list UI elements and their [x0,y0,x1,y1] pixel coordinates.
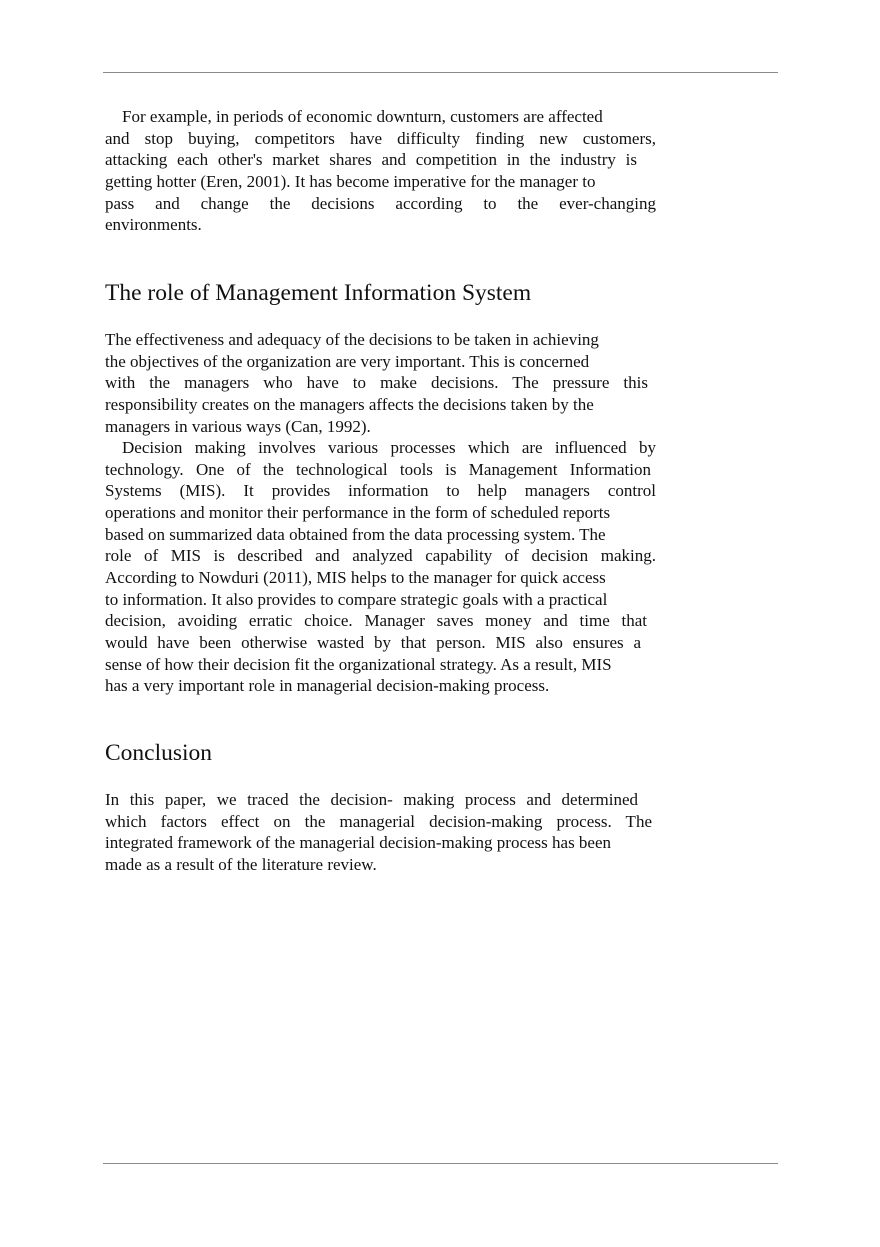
text-line: attacking each other's market shares and competition in the industry is [105,150,637,170]
text-line: sense of how their decision fit the organizational strategy. As a result, MIS [105,654,612,674]
text-line: role of MIS is described and analyzed capability of decision making. [105,546,656,566]
section-heading-conclusion: Conclusion [105,740,213,766]
text-line: In this paper, we traced the decision- making process and determined [105,790,638,809]
text-line: pass and change the decisions according to the ever-changing [105,193,656,213]
text-line: integrated framework of the managerial decision-making process has been [105,833,612,853]
text-line: getting hotter (Eren, 2001). It has become imperative for the manager to [105,171,596,191]
text-line: made as a result of the literature review. [105,854,377,874]
text-line: to information. It also provides to compare strategic goals with a practical [105,589,608,609]
text-line: technology. One of the technological tools is Management Information [105,459,651,479]
text-line: decision, avoiding erratic choice. Manager saves money and time that [105,611,647,631]
text-line: The effectiveness and adequacy of the decisions to be taken in achieving [105,330,599,349]
text-line: with the managers who have to make decisions. The pressure this [105,373,648,393]
text-line: For example, in periods of economic downturn, customers are affected [122,107,603,126]
text-line: Decision making involves various processes which are influenced by [122,438,656,458]
section-heading-mis: The role of Management Information System [105,280,532,306]
paragraph-economic-downturn [105,106,656,236]
text-line: operations and monitor their performance in the form of scheduled reports [105,503,611,523]
text-line: based on summarized data obtained from the data processing system. The [105,524,606,544]
text-line: and stop buying, competitors have difficulty finding new customers, [105,128,656,148]
paragraph-conclusion [105,789,656,876]
header-rule [103,72,778,73]
text-line: would have been otherwise wasted by that person. MIS also ensures a [105,632,641,652]
text-line: has a very important role in managerial decision-making process. [105,676,550,696]
paragraph-mis [105,329,656,697]
text-line: the objectives of the organization are very important. This is concerned [105,351,590,371]
text-line: managers in various ways (Can, 1992). [105,416,371,436]
text-line: Systems (MIS). It provides information to help managers control [105,481,656,501]
text-line: which factors effect on the managerial decision-making process. The [105,811,652,831]
text-line: environments. [105,215,202,235]
footer-rule [103,1163,778,1164]
text-line: responsibility creates on the managers affects the decisions taken by the [105,394,594,414]
text-line: According to Nowduri (2011), MIS helps to the manager for quick access [105,568,606,588]
